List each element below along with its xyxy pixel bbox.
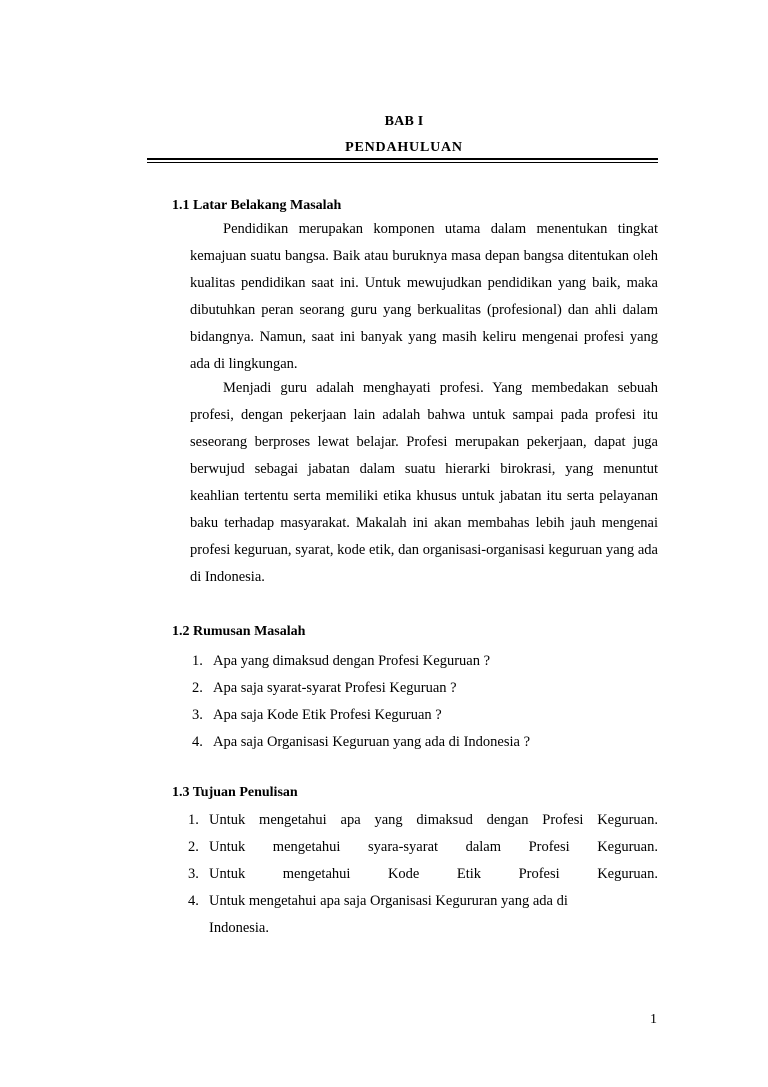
- list-number: 1.: [192, 653, 203, 669]
- list-item: [188, 807, 658, 834]
- list-number: 1.: [188, 812, 199, 828]
- section-heading-writing-objectives: 1.3 Tujuan Penulisan: [172, 785, 298, 800]
- section-heading-background: 1.1 Latar Belakang Masalah: [172, 198, 342, 213]
- list-text: Untuk mengetahui Kode Etik Profesi Keguruan.: [209, 866, 658, 882]
- list-text: Apa saja Organisasi Keguruan yang ada di Indonesia ?: [213, 734, 531, 750]
- list-item: [188, 888, 658, 942]
- list-number: 2.: [188, 839, 199, 855]
- list-text: Untuk mengetahui syara-syarat dalam Profesi Keguruan.: [209, 839, 658, 855]
- list-number: 4.: [192, 734, 203, 750]
- list-number: 4.: [188, 893, 199, 909]
- title-rule-thin: [147, 162, 658, 163]
- page-number: 1: [650, 1012, 657, 1027]
- list-item: [188, 861, 658, 888]
- list-text: Untuk mengetahui apa saja Organisasi Kegururan yang ada di: [209, 893, 568, 909]
- chapter-title: PENDAHULUAN: [345, 140, 463, 155]
- list-number: 2.: [192, 680, 203, 696]
- list-item: [188, 834, 658, 861]
- list-text: Apa saja Kode Etik Profesi Keguruan ?: [213, 707, 442, 723]
- list-item: [192, 648, 658, 675]
- list-number: 3.: [188, 866, 199, 882]
- objectives-list: [188, 807, 658, 942]
- title-rule-thick: [147, 158, 658, 160]
- list-item: [192, 675, 658, 702]
- list-number: 3.: [192, 707, 203, 723]
- chapter-label: BAB I: [384, 114, 424, 129]
- section-heading-problem-formulation: 1.2 Rumusan Masalah: [172, 624, 306, 639]
- paragraph-2: Menjadi guru adalah menghayati profesi. Yang membedakan sebuah profesi, dengan pekerjaan lain adalah bahwa untuk sampai pada profesi itu seseorang berproses lewat belajar. Profesi merupakan pekerjaan, dapat juga berwujud sebagai jabatan dalam suatu hierarki birokrasi, yang menuntut keahlian tertentu serta memiliki etika khusus untuk jabatan itu serta pelayanan baku terhadap masyarakat. Makalah ini akan membahas lebih jauh mengenai profesi keguruan, syarat, kode etik, dan organisasi-organisasi keguruan yang ada di Indonesia.: [190, 380, 658, 585]
- list-text: Untuk mengetahui apa yang dimaksud dengan Profesi Keguruan.: [209, 812, 658, 828]
- list-item: [192, 729, 658, 756]
- paragraph-1: Pendidikan merupakan komponen utama dalam menentukan tingkat kemajuan suatu bangsa. Baik atau buruknya masa depan bangsa ditentukan oleh kualitas pendidikan saat ini. Untuk mewujudkan pendidikan yang baik, maka dibutuhkan peran seorang guru yang berkualitas (profesional) dan ahli dalam bidangnya. Namun, saat ini banyak yang masih keliru mengenai profesi yang ada di lingkungan.: [190, 221, 658, 372]
- problem-list: [192, 648, 658, 756]
- list-text: Apa saja syarat-syarat Profesi Keguruan ?: [213, 680, 457, 696]
- list-text-continuation: Indonesia.: [209, 920, 269, 936]
- list-item: [192, 702, 658, 729]
- list-text: Apa yang dimaksud dengan Profesi Keguruan ?: [213, 653, 491, 669]
